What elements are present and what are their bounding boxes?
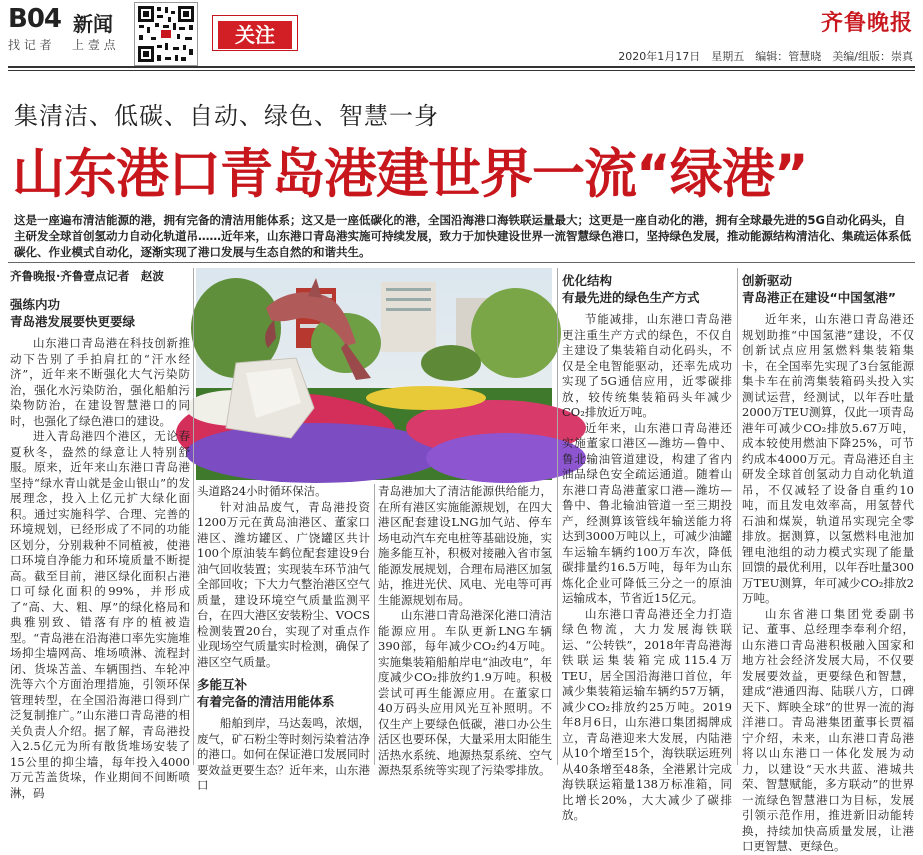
col4-subheading-2: 有最先进的绿色生产方式 [562,290,700,305]
lead-rule [8,262,915,263]
column-4 [562,272,732,822]
paragraph: 山东港口青岛港深化港口清洁能源应用。车队更新LNG车辆390部，每年减少CO₂约4万吨。实施集装箱船舶岸电“油改电”，年度减少CO₂排放约1.9万吨。积极尝试可再生能源应用。在董家口40万码头应用风光互补照明。不仅生产上要绿色低碳，港口办公生活区也要环保，大量采用太阳能生活热水系统、地源热泵系统、空气源热泵系统等实现了污染零排放。 [378,608,552,777]
slogan-right: 上 壹 点 [72,38,116,52]
column-divider [374,484,375,765]
paragraph: 山东港口青岛港还全力打造绿色物流，大力发展海铁联运、“公转铁”，2018年青岛港海铁联运集装箱完成115.4万TEU，居全国沿海港口首位，年减少集装箱运输车辆约57万辆，减少CO₂排放约25万吨。2019年8月6日，山东港口集团揭牌成立，青岛港迎来大发展，内陆港从10个增至15个，海铁联运班列从40条增至48条，全港累计完成海铁联运箱量138万标准箱，同比增长20%，大大减少了碳排放。 [562,606,732,822]
column-5 [742,272,914,853]
qr-code-icon[interactable] [134,2,198,66]
section-tag: 关注 [218,21,292,49]
slogan-left: 找 记 者 [8,38,52,52]
paragraph: 头道路24小时循环保洁。 [197,484,327,498]
issue-meta: 2020年1月17日 星期五 编辑：管慧晓 美编/组版：崇真 [618,50,913,63]
paragraph: 节能减排，山东港口青岛港更注重生产方式的绿色，不仅自主建设了集装箱自动化码头，不仅是全电智能驱动，还率先成功实现了5G通信应用，近零碳排放，较传统集装箱码头年减少CO₂排放近万吨。 [562,312,732,419]
paragraph: 针对油品废气，青岛港投资1200万元在黄岛油港区、董家口港区、潍坊罐区、广饶罐区共计100个原油装车鹤位配套建设9台油气回收装置；实现装车环节油气全部回收；下大力气整治港区空气质量，建设环境空气质量监测平台，在四大港区安装粉尘、VOCS检测装置20台，实现了对重点作业现场空气质量实时检测，确保了港区空气质量。 [197,499,370,669]
byline: 齐鲁晚报·齐鲁壹点记者 赵波 [10,269,164,283]
column-divider [193,268,194,765]
col5-subheading-2: 青岛港正在建设“中国氢港” [742,290,896,305]
paragraph: 山东省港口集团党委副书记、董事、总经理李奉利介绍，山东港口青岛港积极融入国家和地方社会经济发展大局，不仅要发展要效益，更要绿色和智慧，建成“港通四海、陆联八方，口碑天下、辉映全球”的世界一流的海洋港口。青岛港集团董事长贾福宁介绍，未来，山东港口青岛港将以山东港口一体化发展为动力，以建设“天水共蓝、港城共荣、智慧赋能，多方联动”的世界一流绿色智慧港口为目标，发展引领示范作用，推进新旧动能转换，持续加快高质量发展，让港口更智慧、更绿色。 [742,606,914,853]
column-1 [10,268,190,800]
paragraph: 青岛港加大了清洁能源供给能力，在所有港区实施能源规划，在四大港区配套建设LNG加气站、停车场电动汽车充电桩等基础设施，实施多能互补，积极对接融入省市氢能源发展规划，合理布局港区加氢站，推进光伏、风电、光电等可再生能源规划布局。 [378,484,552,607]
col2-subheading-1: 多能互补 [197,677,248,692]
header-rule-thin [8,70,915,71]
header-rule [8,66,915,68]
section-code: B04 [8,4,61,34]
column-3 [378,484,552,777]
col4-subheading-1: 优化结构 [562,273,613,288]
col2-subheading-2: 有着完备的清洁用能体系 [197,694,335,709]
paragraph: 山东港口青岛港在科技创新推动下告别了手拍肩扛的“汗水经济”，近年来不断强化大气污染防治，强化水污染防治，强化船舶污染物防治，在建设智慧港口的同时，也强化了绿色港口的建设。 [10,336,190,428]
headline: 山东港口青岛港建世界一流“绿港” [12,144,808,205]
column-2 [197,484,370,792]
column-divider [557,268,558,765]
paragraph: 进入青岛港四个港区，无论春夏秋冬，盎然的绿意让人特别舒服。原来，近年来山东港口青岛港坚持“绿水青山就是金山银山”的发展理念，投入上亿元扩大绿化面积。通过实施科学、合理、完善的环境规划，已经形成了不同的功能区划分，分别栽种不同植被，使港口环境自净能力和环境质量不断提高。截至目前，港区绿化面积占港口可绿化面积的99%，并形成了“高、大、粗、厚”的绿化格局和典雅别致、错落有序的植被造型。“青岛港在沿海港口率先实施堆场抑尘墙网高、堆场喷淋、流程封闭、货垛苫盖、车辆围挡、车轮冲洗等六个方面治理措施，引领环保管理转型，在全国沿海港口得到广泛复制推广。”山东港口青岛港的相关负责人介绍。据了解，青岛港投入2.5亿元为所有散货堆场安装了15公里的抑尘墙，每年投入4000万元苫盖货垛，作业期间不间断喷淋，码 [10,429,190,800]
col1-subheading-2: 青岛港发展要快更要绿 [10,314,136,329]
column-divider [737,268,738,765]
col5-subheading-1: 创新驱动 [742,273,793,288]
newspaper-brand: 齐鲁晚报 [820,10,913,36]
lead-paragraph: 这是一座遍布清洁能源的港，拥有完备的清洁用能体系；这又是一座低碳化的港，全国沿海港口海铁联运量最大；这更是一座自动化的港，拥有全球最先进的5G自动化码头，自主研发全球首创氢动力自动化轨道吊……近年来，山东港口青岛港实施可持续发展，致力于加快建设世界一流智慧绿色港口，坚持绿色发展，推动能源结构清洁化、集疏运体系低碳化、作业模式自动化，逐渐实现了港口发展与生态自然的和谐共生。 [14,213,911,259]
kicker-title: 集清洁、低碳、自动、绿色、智慧一身 [14,102,439,130]
port-garden-photo [196,268,552,480]
paragraph: 近年来，山东港口青岛港还规划助推“中国氢港”建设，不仅创新试点应用氢燃料集装箱集卡，在全国率先实现了3台氢能源集卡车在前湾集装箱码头投入实测试运营，经测试，以年吞吐量2000万TEU测算，仅此一项青岛港年可减少CO₂排放5.67万吨，成本较使用燃油下降25%，可节约成本4000万元。青岛港还自主研发全球首创氢动力自动化轨道吊，不仅减轻了设备自重约10吨，而且发电效率高，用氢替代石油和煤炭，轨道吊实现完全零排放。据测算，以氢燃料电池加锂电池组的动力模式实现了能量回馈的最优利用，以年吞吐量300万TEU测算，年可减少CO₂排放2万吨。 [742,312,914,605]
section-name: 新闻 [73,12,113,36]
paragraph: 近年来，山东港口青岛港还实施董家口港区—潍坊—鲁中、鲁北输油管道建设，构建了省内油品绿色安全疏运通道。随着山东港口青岛港董家口港—潍坊—鲁中、鲁北输油管道一至三期投产，经测算该管线年输送能力将达到3000万吨以上，可减少油罐车运输车辆约100万车次，降低碳排量约16.5万吨，每年为山东炼化企业可降低三分之一的原油运输成本，节省近15亿元。 [562,420,732,605]
paragraph: 船舶到岸，马达轰鸣，浓烟，废气，矿石粉尘等时刻污染着洁净的港口。如何在保证港口发展同时要效益更要生态？近年来，山东港口 [197,716,370,792]
col1-subheading-1: 强练内功 [10,297,61,312]
